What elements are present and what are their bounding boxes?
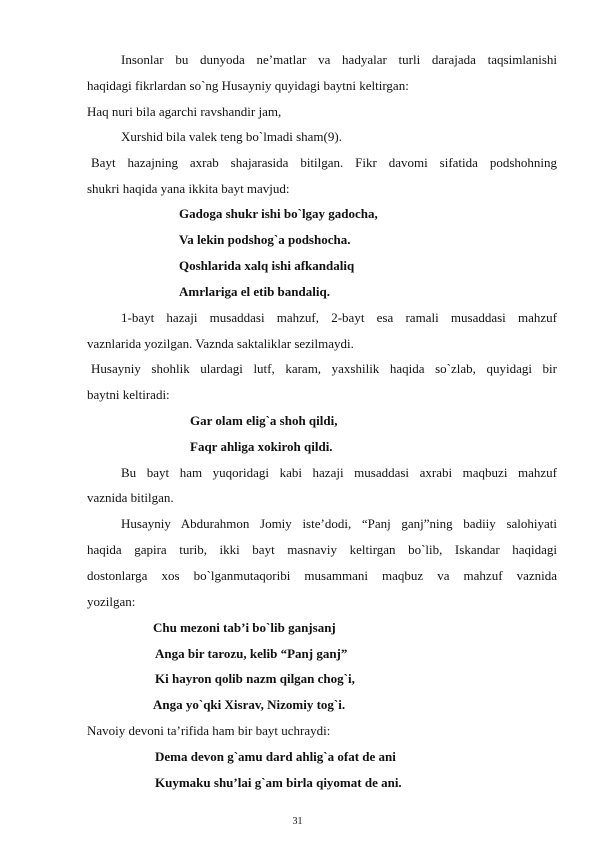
paragraph-line: vaznlarida yozilgan. Vaznda saktaliklar sezilmaydi. [87,336,354,351]
paragraph-line: baytni keltiradi: [87,387,170,402]
verse-line: Anga yo`qki Xisrav, Nizomiy tog`i. [153,697,346,712]
paragraph-line: Husayniy Abdurahmon Jomiy iste’dodi, “Panj ganj”ning badiiy salohiyati [121,516,557,531]
paragraph-line: haqida gapira turib, ikki bayt masnaviy keltirgan bo`lib, Iskandar haqidagi [87,542,557,557]
paragraph-line: Husayniy shohlik ulardagi lutf, karam, yaxshilik haqida so`zlab, quyidagi bir [91,361,557,376]
paragraph-line: Bayt hazajning axrab shajarasida bitilgan. Fikr davomi sifatida podshohning [91,155,557,170]
verse-line: Anga bir tarozu, kelib “Panj ganj” [155,646,348,661]
paragraph-line: yozilgan: [87,594,136,609]
verse-line: Gadoga shukr ishi bo`lgay gadocha, [179,206,378,221]
verse-line: Faqr ahliga xokiroh qildi. [190,439,333,454]
paragraph-line: vaznida bitilgan. [87,490,174,505]
paragraph-line: Insonlar bu dunyoda ne’matlar va hadyalar turli darajada taqsimlanishi [121,52,557,67]
paragraph-line: Xurshid bila valek teng bo`lmadi sham(9). [121,129,342,144]
paragraph-line: haqidagi fikrlardan so`ng Husayniy quyidagi baytni keltirgan: [87,78,409,93]
verse-line: Ki hayron qolib nazm qilgan chog`i, [155,671,355,686]
paragraph-line: dostonlarga xos bo`lganmutaqoribi musammani maqbuz va mahzuf vaznida [87,568,557,583]
verse-line: Gar olam elig`a shoh qildi, [190,413,338,428]
verse-line: Dema devon g`amu dard ahlig`a ofat de ani [155,749,396,764]
paragraph-line: 1-bayt hazaji musaddasi mahzuf, 2-bayt esa ramali musaddasi mahzuf [121,310,557,325]
paragraph-line: Bu bayt ham yuqoridagi kabi hazaji musaddasi axrabi maqbuzi mahzuf [121,465,557,480]
paragraph-line: shukri haqida yana ikkita bayt mavjud: [87,181,290,196]
verse-line: Kuymaku shu’lai g`am birla qiyomat de ani. [155,775,402,790]
verse-line: Qoshlarida xalq ishi afkandaliq [179,258,355,273]
verse-line: Va lekin podshog`a podshocha. [179,232,351,247]
verse-line: Amrlariga el etib bandaliq. [179,284,330,299]
page-number: 31 [292,816,303,827]
paragraph-line: Haq nuri bila agarchi ravshandir jam, [87,104,282,119]
verse-line: Chu mezoni tab’i bo`lib ganjsanj [153,620,336,635]
paragraph-line: Navoiy devoni ta’rifida ham bir bayt uchraydi: [87,723,331,738]
